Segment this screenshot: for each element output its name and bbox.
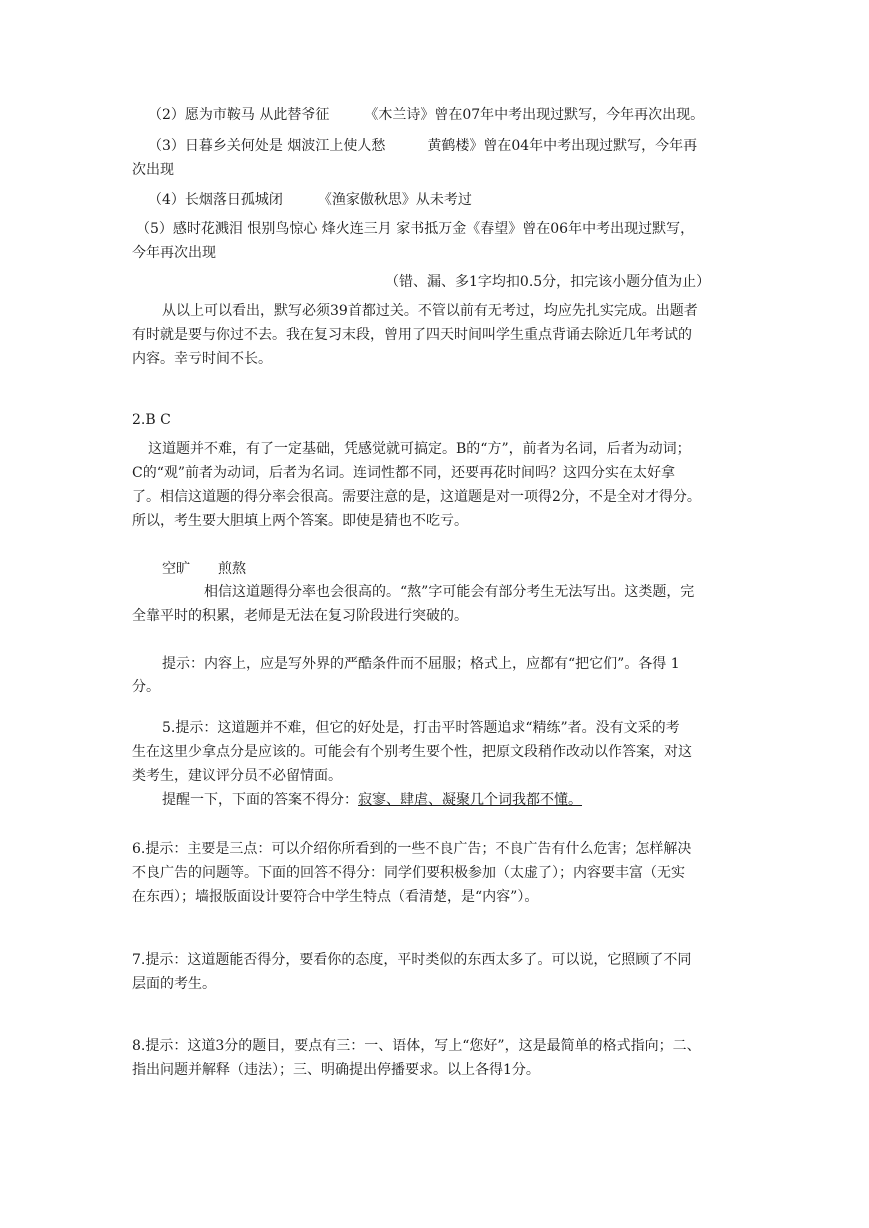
paragraph-7-line-2: 层面的考生。 — [132, 976, 216, 992]
paragraph-6-line-3: 在东西）；墙报版面设计要符合中学生特点（看清楚，是“内容”）。 — [132, 889, 539, 905]
paragraph-2-line-2: C的“观”前者为动词，后者为名词。连词性都不同，还要再花时间吗？这四分实在太好拿 — [132, 465, 676, 481]
paragraph-5-underlined-example: 寂寥、肆虐、凝聚几个词我都不懂。 — [358, 792, 582, 808]
paragraph-3-line-1: 相信这道题得分率也会很高的。“熬”字可能会有部分考生无法写出。这类题，完 — [204, 584, 695, 600]
paragraph-7-line-1: 7.提示：这道题能否得分，要看你的态度，平时类似的东西太多了。可以说，它照顾了不同 — [132, 952, 692, 968]
paragraph-2-line-1: 这道题并不难，有了一定基础，凭感觉就可搞定。B的“方”，前者为名词，后者为动词； — [148, 441, 691, 457]
paragraph-1-line-1: 从以上可以看出，默写必须39首都过关。不管以前有无考过，均应先扎实完成。出题者 — [162, 303, 698, 319]
paragraph-2-line-4: 所以，考生要大胆填上两个答案。即使是猜也不吃亏。 — [132, 513, 468, 529]
paragraph-5-line-4 — [162, 790, 582, 810]
answer-line-5-cont: 今年再次出现 — [132, 245, 216, 261]
paragraph-5-line-1: 5.提示：这道题并不难，但它的好处是，打击平时答题追求“精练”者。没有文采的考 — [162, 720, 680, 736]
answer-line-4: （4）长烟落日孤城闭 《渔家傲秋思》从未考过 — [148, 192, 472, 208]
paragraph-5-line-2: 生在这里少拿点分是应该的。可能会有个别考生要个性，把原文段稍作改动以作答案，对这 — [132, 744, 692, 760]
answer-line-3-cont: 次出现 — [132, 162, 174, 178]
paragraph-4-line-1: 提示：内容上，应是写外界的严酷条件而不屈服；格式上，应都有“把它们”。各得 1 — [162, 656, 680, 672]
paragraph-5-note: 提醒一下，下面的答案不得分： — [162, 792, 358, 808]
paragraph-6-line-1: 6.提示：主要是三点：可以介绍你所看到的一些不良广告；不良广告有什么危害；怎样解决 — [132, 841, 692, 857]
paragraph-8-line-1: 8.提示：这道3分的题目，要点有三：一、语体，写上“您好”，这是最简单的格式指向；二、 — [132, 1038, 701, 1054]
question-3-answer: 空旷 煎熬 — [162, 561, 246, 577]
paragraph-8-line-2: 指出问题并解释（违法）；三、明确提出停播要求。以上各得1分。 — [132, 1062, 540, 1078]
paragraph-1-line-3: 内容。幸亏时间不长。 — [132, 351, 272, 367]
scoring-note: （错、漏、多1字均扣0.5分，扣完该小题分值为止） — [385, 274, 711, 290]
paragraph-3-line-2: 全靠平时的积累，老师是无法在复习阶段进行突破的。 — [132, 608, 468, 624]
paragraph-6-line-2: 不良广告的问题等。下面的回答不得分：同学们要积极参加（太虚了）；内容要丰富（无实 — [132, 865, 685, 881]
paragraph-5-line-3: 类考生，建议评分员不必留情面。 — [132, 768, 342, 784]
question-2-answer: 2.B C — [132, 412, 171, 428]
paragraph-2-line-3: 了。相信这道题的得分率会很高。需要注意的是，这道题是对一项得2分，不是全对才得分。 — [132, 489, 701, 505]
paragraph-4-line-2: 分。 — [132, 679, 160, 695]
paragraph-1-line-2: 有时就是要与你过不去。我在复习末段，曾用了四天时间叫学生重点背诵去除近几年考试的 — [132, 327, 692, 343]
answer-line-3: （3）日暮乡关何处是 烟波江上使人愁 黄鹤楼》曾在04年中考出现过默写，今年再 — [148, 138, 698, 154]
answer-line-2: （2）愿为市鞍马 从此替爷征 《木兰诗》曾在07年中考出现过默写，今年再次出现。 — [148, 107, 705, 123]
answer-line-5: （5）感时花溅泪 恨别鸟惊心 烽火连三月 家书抵万金《春望》曾在06年中考出现过默写， — [136, 221, 695, 237]
